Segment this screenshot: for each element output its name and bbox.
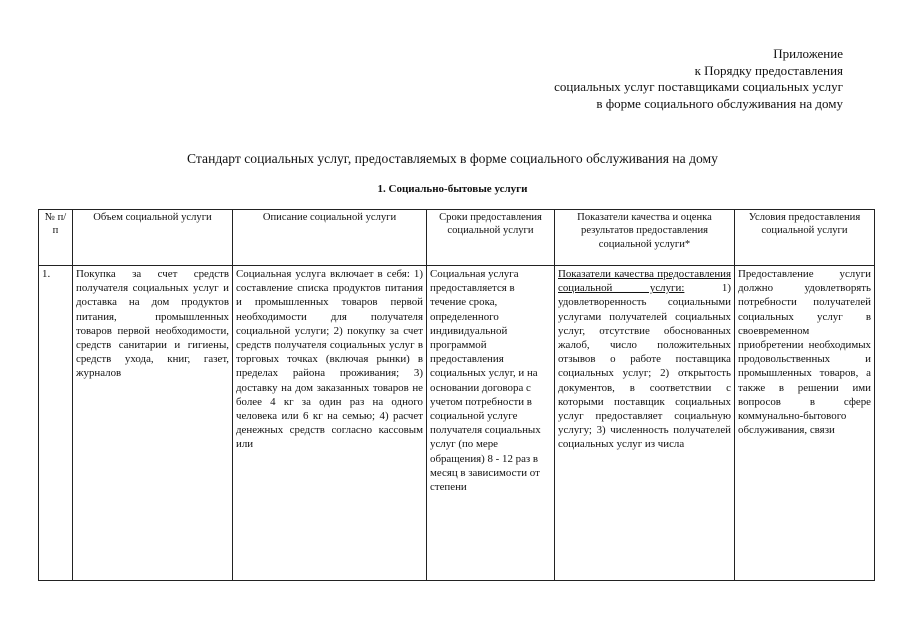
header-conditions: Условия предоставления социальной услуги bbox=[735, 210, 875, 266]
cell-conditions bbox=[735, 266, 875, 581]
table-header-row bbox=[39, 210, 875, 266]
cell-quality-content bbox=[558, 267, 731, 579]
quality-heading: Показатели качества предоставления социальной услуги: bbox=[558, 268, 731, 295]
cell-number bbox=[39, 266, 73, 581]
appendix-line: социальных услуг поставщиками социальных услуг bbox=[554, 79, 843, 94]
header-quality: Показатели качества и оценка результатов предоставления социальной услуги* bbox=[555, 210, 735, 266]
appendix-line: в форме социального обслуживания на дому bbox=[596, 95, 843, 111]
appendix-line: Приложение bbox=[773, 46, 843, 61]
appendix-line: к Порядку предоставления bbox=[694, 62, 843, 78]
appendix-header bbox=[554, 46, 843, 112]
section-title: 1. Социально-бытовые услуги bbox=[377, 183, 528, 195]
header-description: Описание социальной услуги bbox=[233, 210, 427, 266]
header-volume: Объем социальной услуги bbox=[73, 210, 233, 266]
cell-number-text: 1. bbox=[42, 268, 51, 280]
document-title: Стандарт социальных услуг, предоставляемых в форме социального обслуживания на дому bbox=[187, 151, 718, 166]
services-standard-table bbox=[38, 209, 875, 581]
quality-text: 1) удовлетворенность социальными услугами получателей социальных услуг, отсутствие обоснованных жалоб, число положительных отзывов о работе поставщика социальных услуг; 2) открытость документов, в соответствии с которыми поставщик социальных услуг предоставляет социальную услугу; 3) численность получателей социальных услуг из числа bbox=[558, 282, 731, 451]
header-number: № п/п bbox=[39, 210, 73, 266]
cell-quality bbox=[555, 266, 735, 581]
cell-description-text: Социальная услуга включает в себя: 1) составление списка продуктов питания и промышленных товаров первой необходимости для получателя социальной услуги; 2) покупку за счет средств получателя социальных услуг в торговых точках (включая рынки) в пределах района проживания; 3) доставку на дом заказанных товаров не более 4 кг за один раз на одного человека или 6 кг на семью; 4) расчет денежных средств согласно кассовым или bbox=[236, 268, 423, 451]
cell-conditions-text: Предоставление услуги должно удовлетворять потребности получателей социальных услуг в своевременном приобретении необходимых продовольственных и промышленных товаров, а также в решении ими вопросов в сфере коммунально-бытового обслуживания, связи bbox=[738, 268, 871, 437]
table-row bbox=[39, 266, 875, 581]
cell-volume-text: Покупка за счет средств получателя социальных услуг и доставка на дом продуктов питания, промышленных товаров первой необходимости, средств санитарии и гигиены, средств ухода, книг, газет, журналов bbox=[76, 268, 229, 380]
cell-description bbox=[233, 266, 427, 581]
cell-terms bbox=[427, 266, 555, 581]
header-terms: Сроки предоставления социальной услуги bbox=[427, 210, 555, 266]
cell-terms-text: Социальная услуга предоставляется в течение срока, определенного индивидуальной программой предоставления социальных услуг, и на основании договора с учетом потребности в социальной услуге получателя социальных услуг (по мере обращения) 8 - 12 раз в месяц в зависимости от степени bbox=[430, 268, 541, 494]
cell-volume bbox=[73, 266, 233, 581]
